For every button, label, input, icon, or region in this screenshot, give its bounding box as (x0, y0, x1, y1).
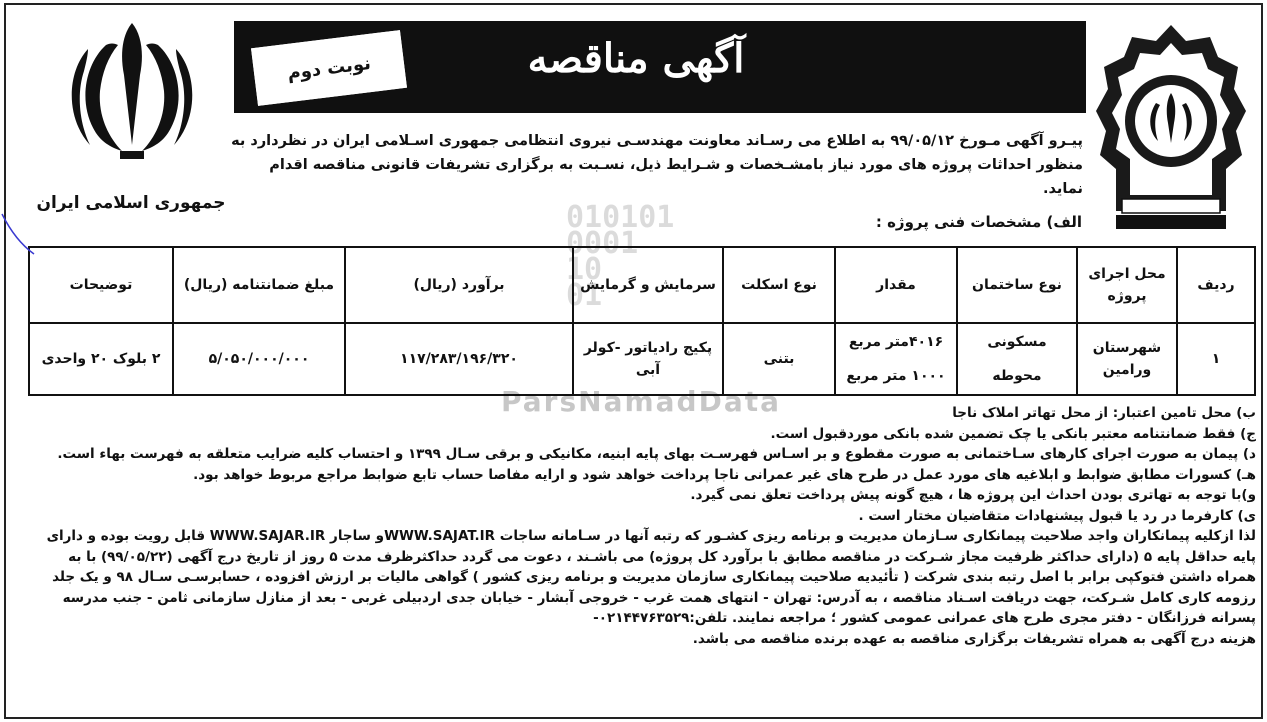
watermark-brand: ParsNamadData (501, 385, 781, 418)
building-type-2: محوطه (992, 368, 1042, 384)
building-type (957, 323, 1077, 395)
col-header: برآورد (ریال) (345, 247, 573, 323)
pen-mark (0, 210, 40, 270)
clause-j: ج) فقط ضمانتنامه معتبر بانکی یا چک تضمین شده بانکی موردقبول است. (770, 425, 1256, 442)
col-header: توضیحات (29, 247, 173, 323)
invitation-paragraph: لذا ازکلیه پیمانکاران واجد صلاحیت پیمانکاری سـازمان مدیریت و برنامه ریزی کشـور که رتبه آنها در سـامانه ساجات WWW.SAJAT.IRو ساجار WWW.SAJAR.IR قابل رویت بوده و دارای پایه حداقل پایه ۵ (دارای حداکثر ظرفیت مجاز شـرکت در مناقصه مطابق با برآورد کل پروژه) می باشـند ، دعوت می گردد حداکثرظرف مدت ۵ روز از تاریخ درج آگهی (۹۹/۰۵/۲۲) با به همراه داشتن فتوکپی برابر با اصل رتبه بندی شرکت ( تأئیدیه صلاحیت پیمانکاری سازمان مدیریت و برنامه ریزی کشور ) گواهی مالیات بر ارزش افزوده ، حسابرسـی سـال ۹۸ و یک جلد رزومه کاری کامل شـرکت، جهت دریافت اسـناد مناقصه ، به آدرس: تهران - انتهای همت غرب - خروجی آبشار - خیابان جدی اردبیلی غربی - بعد از منازل سازمانی ثامن - جنب مدرسه پسرانه فرزانگان - دفتر مجری طرح های عمرانی عمومی کشور ؛ مراجعه نمایند. تلفن:۰۲۱۴۴۷۶۳۵۲۹- (46, 528, 1256, 626)
clauses (28, 403, 1256, 649)
col-header: نوع ساختمان (957, 247, 1077, 323)
col-header: محل اجرای پروژه (1077, 247, 1177, 323)
clause-y: ی) کارفرما در رد یا قبول پیشنهادات متقاضیان مختار است . (858, 507, 1256, 524)
col-header: مبلغ ضمانتنامه (ریال) (173, 247, 345, 323)
intro-paragraph: پیـرو آگهی مـورخ ۹۹/۰۵/۱۲ به اطلاع می رسـاند معاونت مهندسـی نیروی انتظامی جمهوری اسـلامی ایران در نظردارد به منظور احداثات پروژه های مورد نیاز بامشـخصات و شـرایط ذیل، نسـبت به برگزاری تشریفات قانونی مناقصه اقدام نماید. (231, 133, 1083, 197)
col-header: نوع اسکلت (723, 247, 835, 323)
clause-h: هـ) کسورات مطابق ضوابط و ابلاغیه های مورد عمل در طرح های غیر عمرانی ناجا پرداخت خواهد شود و ارایه مفاصا حساب تابع ضوابط مراجع مربوط خواهد بود. (193, 466, 1256, 483)
building-type-1: مسکونی (987, 334, 1047, 350)
clause-d: د) پیمان به صورت اجرای کارهای سـاختمانی به صورت مقطوع و بر اسـاس فهرسـت بهای پایه ابنیه، مکانیکی و برقی سـال ۱۳۹۹ و احتساب کلیه ضرایب متعلقه به فهرست بهاء است. (57, 446, 1256, 462)
iran-emblem-icon (42, 15, 222, 195)
section-heading: الف) مشخصات فنی پروژه : (875, 213, 1082, 231)
col-header: سرمایش و گرمایش (573, 247, 723, 323)
skeleton-type: بتنی (723, 323, 835, 395)
amount-2: ۱۰۰۰ متر مربع (846, 368, 946, 384)
police-emblem-icon (1086, 19, 1256, 231)
notes: ۲ بلوک ۲۰ واحدی (29, 323, 173, 395)
tender-advertisement (4, 3, 1263, 719)
guarantee-value: ۵/۰۵۰/۰۰۰/۰۰۰ (173, 323, 345, 395)
row-index: ۱ (1177, 323, 1255, 395)
col-header: ردیف (1177, 247, 1255, 323)
col-header: مقدار (835, 247, 957, 323)
estimate-value: ۱۱۷/۲۸۳/۱۹۶/۳۲۰ (345, 323, 573, 395)
amount (835, 323, 957, 395)
table-header-row (29, 247, 1255, 323)
hvac-type: پکیج رادیاتور -کولر آبی (573, 323, 723, 395)
project-location: شهرستان ورامین (1077, 323, 1177, 395)
clause-v: و)با توجه به تهاتری بودن احداث این پروژه ها ، هیچ گونه پیش پرداخت تعلق نمی گیرد. (690, 487, 1256, 503)
amount-1: ۴۰۱۶متر مربع (848, 334, 944, 350)
emblem-caption: جمهوری اسلامی ایران (36, 193, 226, 213)
page-title: آگهی مناقصه (527, 35, 745, 82)
clause-b: ب) محل تامین اعتبار: از محل تهاتر املاک ناجا (952, 405, 1256, 421)
fee-note: هزینه درج آگهی به همراه تشریفات برگزاری مناقصه به عهده برنده مناقصه می باشد. (692, 630, 1256, 647)
round-badge: نوبت دوم (251, 30, 407, 106)
watermark-digits: 010101 0001 10 01 (566, 200, 675, 313)
project-table (28, 246, 1256, 396)
